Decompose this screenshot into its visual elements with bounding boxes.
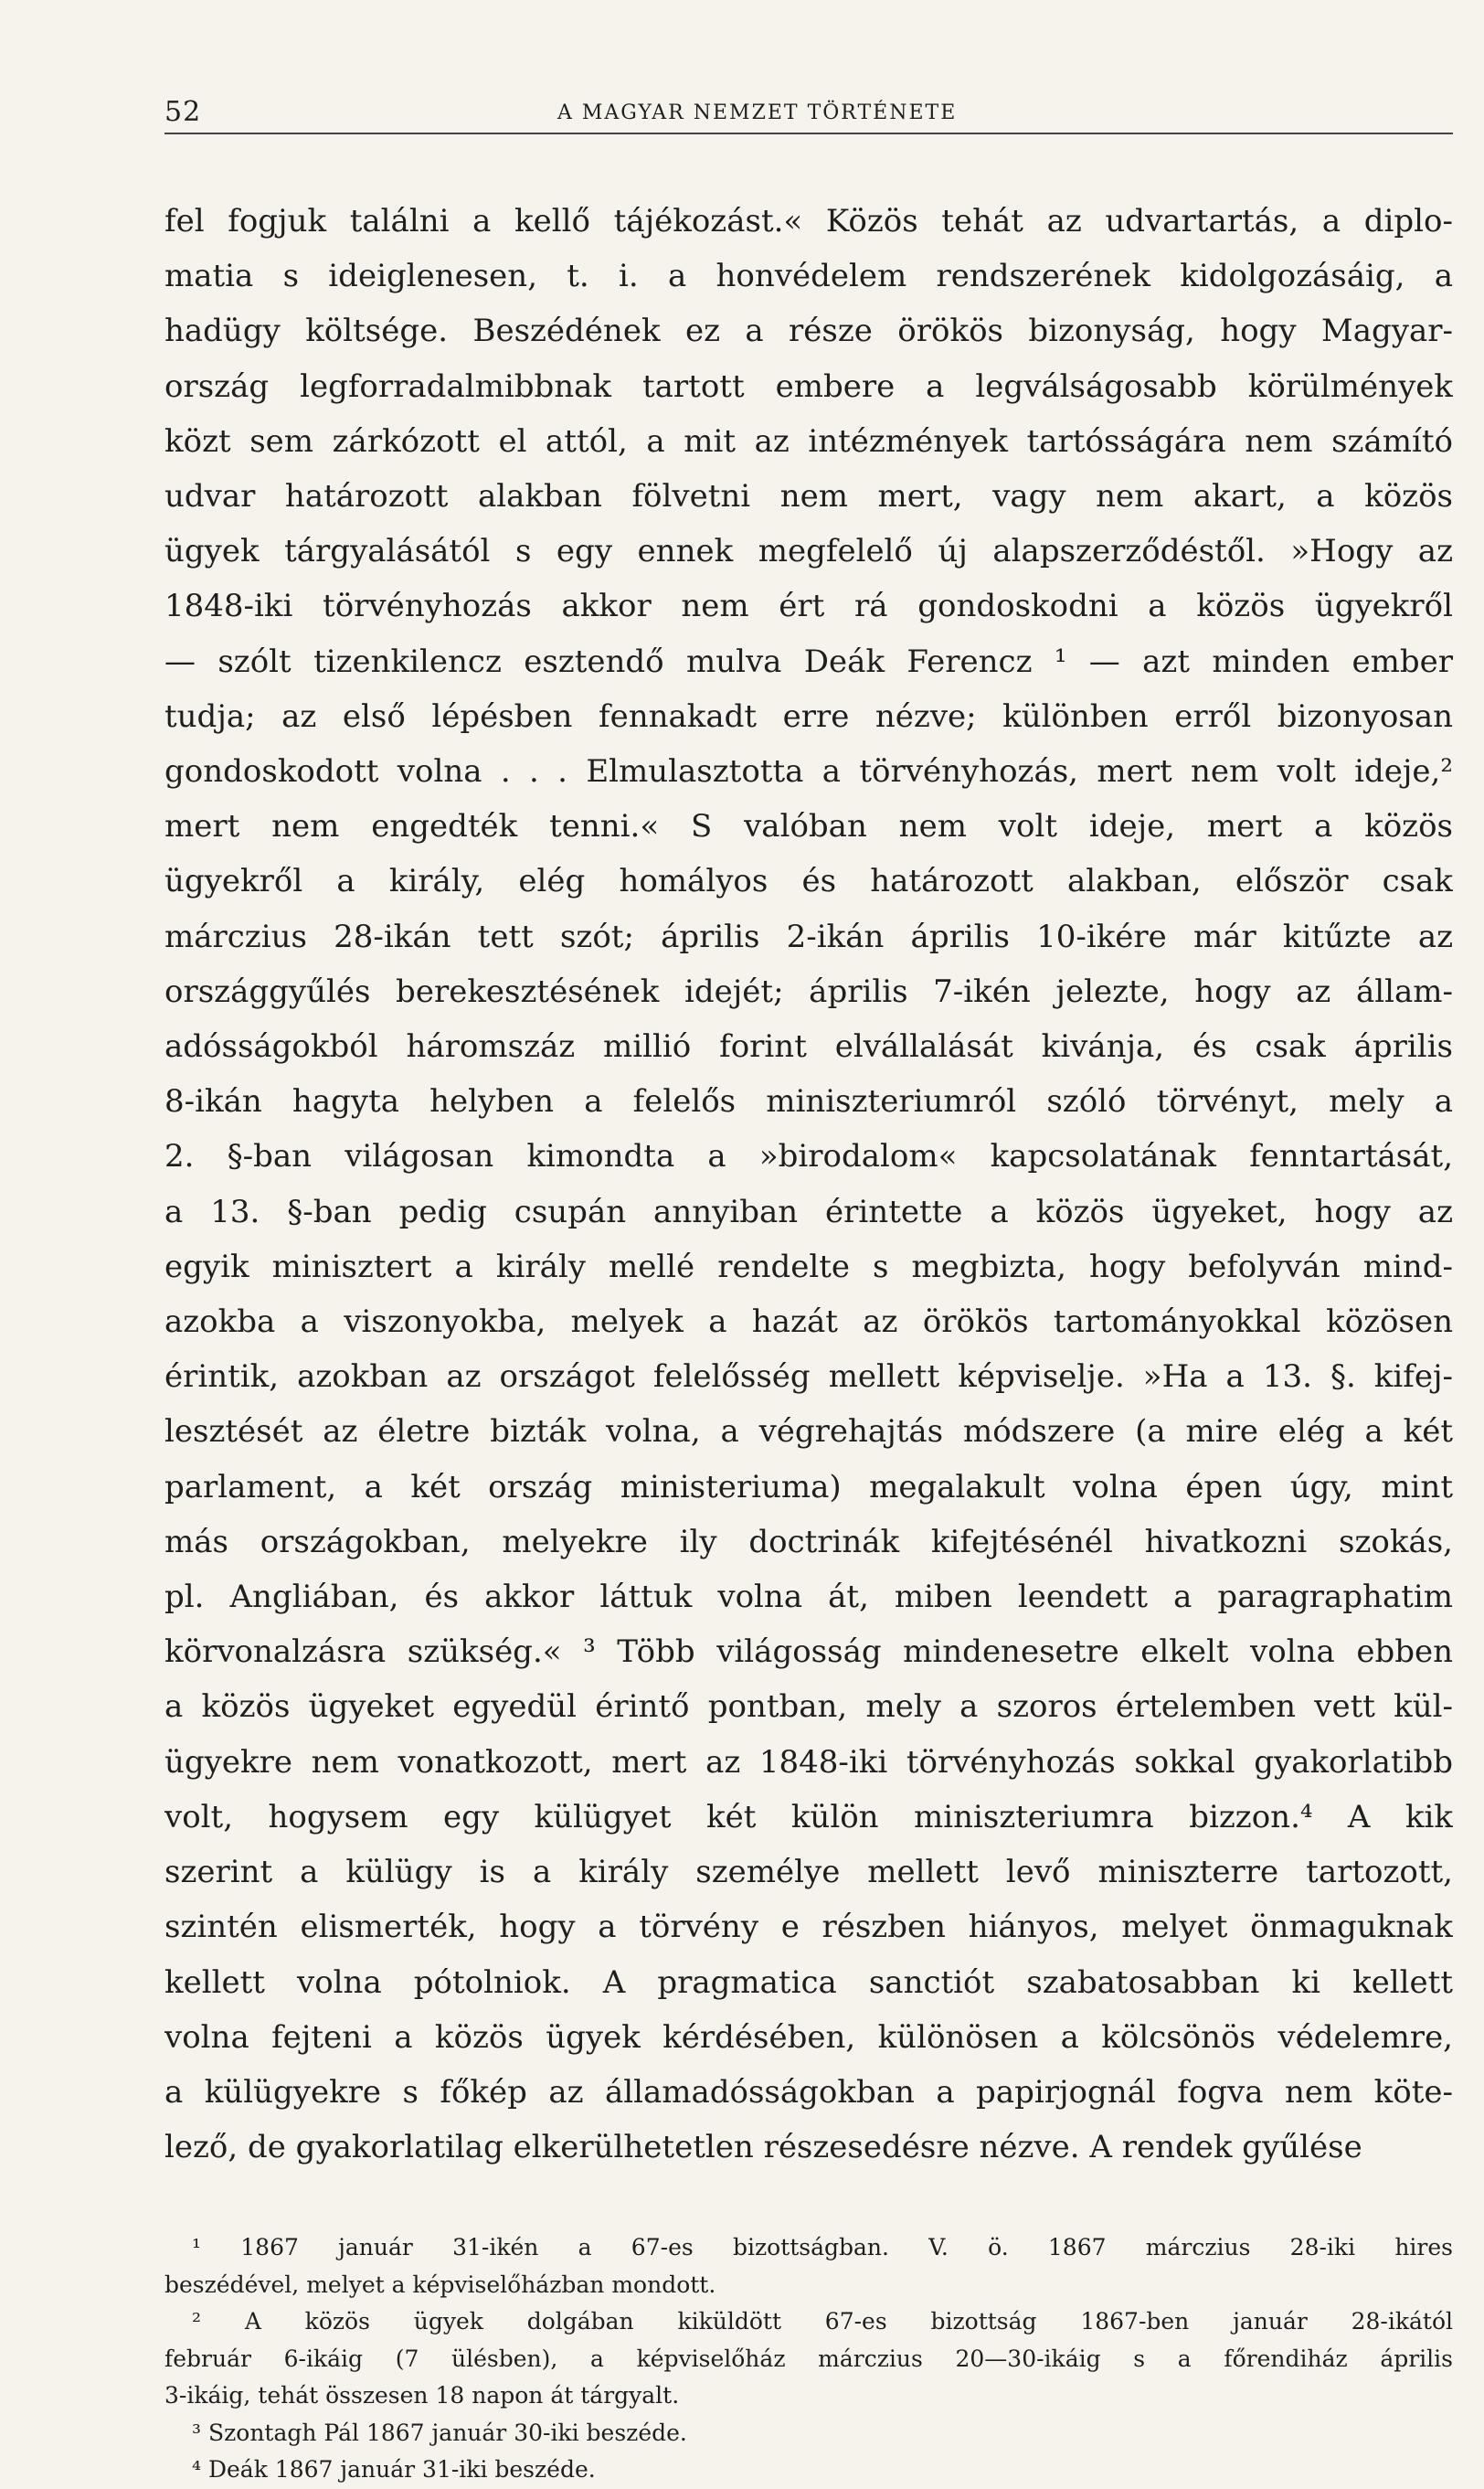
body-line: parlament, a két ország ministeriuma) megalakult volna épen úgy, mint [164, 1468, 1453, 1505]
page-number: 52 [164, 96, 202, 128]
body-line: tudja; az első lépésben fennakadt erre nézve; különben erről bizonyosan [164, 697, 1453, 735]
body-line: ország legforradalmibbnak tartott embere a legválságosabb körülmények [164, 367, 1453, 405]
body-line: 8-ikán hagyta helyben a felelős miniszteriumról szóló törvényt, mely a [164, 1083, 1453, 1121]
body-line: ügyekre nem vonatkozott, mert az 1848-iki törvényhozás sokkal gyakorlatibb [164, 1743, 1453, 1781]
footnote-2-line: február 6-ikáig (7 ülésben), a képviselőház márczius 20—30-ikáig s a főrendiház április [164, 2345, 1453, 2372]
footnotes [164, 2229, 1453, 2489]
body-line: körvonalzásra szükség.« ³ Több világosság mindenesetre elkelt volna ebben [164, 1633, 1453, 1671]
body-line: volt, hogysem egy külügyet két külön miniszteriumra bizzon.⁴ A kik [164, 1798, 1453, 1835]
book-page [164, 87, 1453, 2489]
body-line: lező, de gyakorlatilag elkerülhetetlen részesedésre nézve. A rendek gyűlése [164, 2129, 1362, 2166]
footnote-1-line: beszédével, melyet a képviselőházban mondott. [164, 2271, 716, 2298]
body-line: ügyekről a király, elég homályos és határozott alakban, először csak [164, 863, 1453, 900]
body-line: a külügyekre s főkép az államadósságokban a papirjognál fogva nem köte- [164, 2073, 1453, 2111]
body-line: adósságokból háromszáz millió forint elvállalását kivánja, és csak április [164, 1028, 1453, 1066]
body-line: ügyek tárgyalásától s egy ennek megfelelő új alapszerződéstől. »Hogy az [164, 533, 1453, 570]
body-line: szerint a külügy is a király személye mellett levő miniszterre tartozott, [164, 1854, 1453, 1891]
body-line: szintén elismerték, hogy a törvény e részben hiányos, melyet önmaguknak [164, 1909, 1453, 1946]
body-line: pl. Angliában, és akkor láttuk volna át, miben leendett a paragraphatim [164, 1579, 1453, 1616]
footnote-3-line: ³ Szontagh Pál 1867 január 30-iki beszéde. [192, 2419, 687, 2446]
body-line: országgyűlés berekesztésének idejét; április 7-ikén jelezte, hogy az állam- [164, 973, 1453, 1010]
body-line: a 13. §-ban pedig csupán annyiban érintette a közös ügyeket, hogy az [164, 1193, 1453, 1230]
body-line: hadügy költsége. Beszédének ez a része örökös bizonyság, hogy Magyar- [164, 313, 1453, 350]
body-line: egyik minisztert a király mellé rendelte s megbizta, hogy befolyván mind- [164, 1248, 1453, 1285]
body-line: közt sem zárkózott el attól, a mit az intézmények tartósságára nem számító [164, 422, 1453, 460]
body-line: lesztését az életre bizták volna, a végrehajtás módszere (a mire elég a két [164, 1413, 1453, 1451]
footnote-4-line: ⁴ Deák 1867 január 31-iki beszéde. [192, 2456, 596, 2484]
body-line: azokba a viszonyokba, melyek a hazát az örökös tartományokkal közösen [164, 1303, 1453, 1341]
body-line: matia s ideiglenesen, t. i. a honvédelem rendszerének kidolgozásáig, a [164, 258, 1453, 295]
page-header [164, 87, 1453, 134]
body-line: más országokban, melyekre ily doctrinák kifejtésénél hivatkozni szokás, [164, 1523, 1453, 1560]
footnote-2-line: 3-ikáig, tehát összesen 18 napon át tárgyalt. [164, 2382, 680, 2409]
body-text [164, 194, 1453, 2175]
body-line: mert nem engedték tenni.« S valóban nem volt ideje, mert a közös [164, 808, 1453, 846]
footnote-2-line: ² A közös ügyek dolgában kiküldött 67-es bizottság 1867-ben január 28-ikától [192, 2308, 1453, 2335]
body-line: udvar határozott alakban fölvetni nem mert, vagy nem akart, a közös [164, 478, 1453, 516]
body-line: volna fejteni a közös ügyek kérdésében, különösen a kölcsönös védelemre, [164, 2018, 1453, 2056]
body-line: — szólt tizenkilencz esztendő mulva Deák Ferencz ¹ — azt minden ember [164, 643, 1453, 680]
body-line: fel fogjuk találni a kellő tájékozást.« Közös tehát az udvartartás, a diplo- [164, 203, 1453, 239]
body-line: gondoskodott volna . . . Elmulasztotta a törvényhozás, mert nem volt ideje,² [164, 753, 1453, 791]
body-line: érintik, azokban az országot felelősség mellett képviselje. »Ha a 13. §. kifej- [164, 1358, 1453, 1396]
body-line: márczius 28-ikán tett szót; április 2-ikán április 10-ikére már kitűzte az [164, 918, 1453, 955]
footnote-1-line: ¹ 1867 január 31-ikén a 67-es bizottságban. V. ö. 1867 márczius 28-iki hires [192, 2234, 1453, 2261]
running-title: A MAGYAR NEMZET TÖRTÉNETE [557, 101, 958, 124]
body-line: 1848-iki törvényhozás akkor nem ért rá gondoskodni a közös ügyekről [164, 588, 1453, 625]
body-line: 2. §-ban világosan kimondta a »birodalom« kapcsolatának fenntartását, [164, 1138, 1453, 1175]
body-line: kellett volna pótolniok. A pragmatica sanctiót szabatosabban ki kellett [164, 1963, 1453, 2001]
body-line: a közös ügyeket egyedül érintő pontban, mely a szoros értelemben vett kül- [164, 1688, 1453, 1726]
